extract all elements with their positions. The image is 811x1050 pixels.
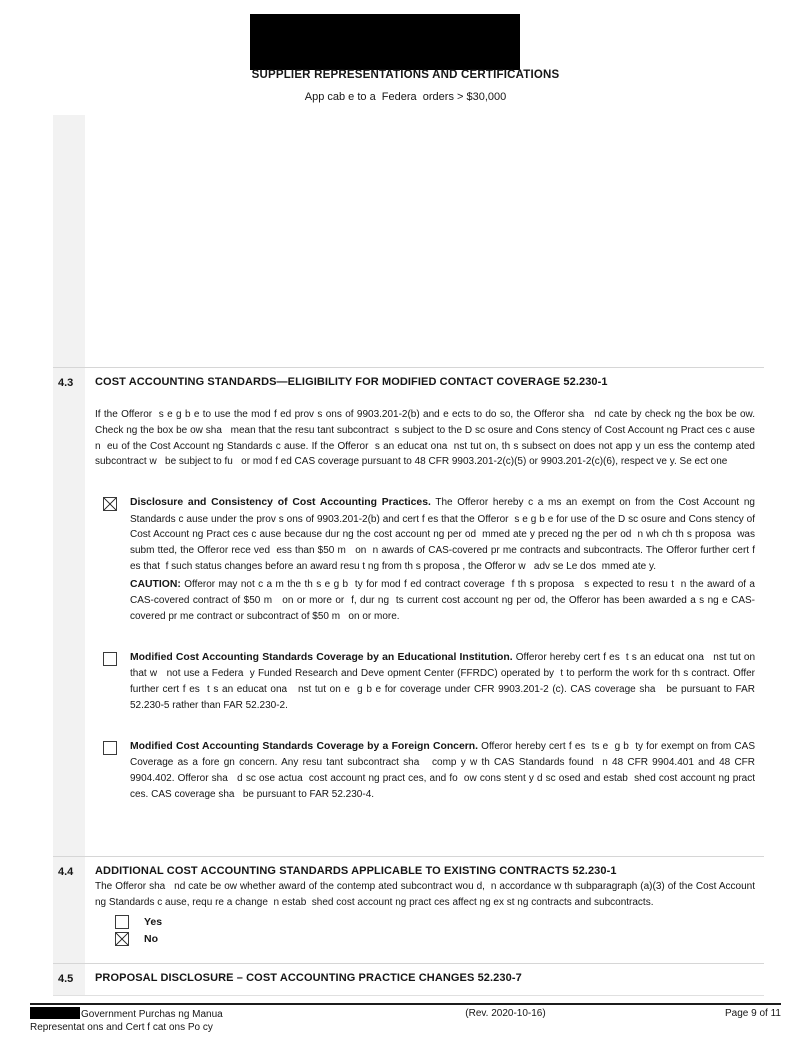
checkbox-disclosure-consistency[interactable] (103, 497, 117, 511)
caution-text: Offeror may not c a m the th s e g b ty for mod f ed contract coverage f th s proposa s expected to resu t n the award of a CAS-covered contract of $50 m on or more or f, dur ng ts current cost account ng per od, the Offeror has been awarded a s ng e CAS-covered pr me contract or subcontract of $50 m on or more. (130, 578, 758, 623)
footer-grid (30, 1007, 781, 1034)
checkbox-no[interactable] (115, 932, 129, 946)
footer-manual-title: Government Purchas ng Manua (81, 1009, 223, 1020)
check-item-body (130, 739, 758, 803)
section-number: 4.5 (53, 964, 85, 995)
check-item-description: Offeror hereby cert f es t s an educat ona nst tut on that w not use a Federa y Funded Research and Deve opment Center (FFRDC) operated by t to perform the work for th s contract. Offer further cert f es t s an educat ona nst tut on e g b e for coverage under CFR 9903.201-2 (c). CAS coverage sha be pursuant to FAR 52.230-5 rather than FAR 52.230-2. (130, 651, 758, 711)
table-row-section-4-5 (53, 963, 764, 996)
check-item-text (130, 739, 758, 803)
footer-revision: (Rev. 2020-10-16) (465, 1008, 546, 1019)
check-item-description: Offeror hereby cert f es ts e g b ty for exempt on from CAS Coverage as a fore gn concern. Any resu tant subcontract sha comp y w th CAS Standards found n 48 CFR 9904.401 and 48 CFR 9904.402. Offeror sha d sc ose actua cost account ng pract ces, and fo ow cons stent y d sc osed and estab shed cost account ng pract ces. CAS coverage sha be pursuant to FAR 52.230-4. (130, 740, 758, 800)
option-no-label: No (144, 932, 158, 945)
table-row-blank (53, 115, 764, 367)
checkbox-yes[interactable] (115, 915, 129, 929)
section-4-3-intro: If the Offeror s e g b e to use the mod f ed prov s ons of 9903.201-2(b) and e ects to do so, the Offeror sha nd cate by check ng the box be ow. Check ng the box be ow sha mean that the resu tant subcontract s subject to the D sc osure and Cons stency of Cost Account ng Pract ces c ause n eu of the Cost Account ng Standards c ause. If the Offeror s an educat ona nst tut on, th s subsect on does not app y un ess the contemp ated subcontract w be subject to fu or mod f ed CAS coverage pursuant to 48 CFR 9903.201-2(c)(5) or 9903.201-2(c)(6), respect ve y. Se ect one (95, 409, 761, 468)
section-content-cell (85, 115, 764, 367)
section-number-cell (53, 115, 85, 367)
check-item-body (130, 495, 758, 625)
section-4-4-heading: ADDITIONAL COST ACCOUNTING STANDARDS APPLICABLE TO EXISTING CONTRACTS 52.230-1 (95, 865, 617, 877)
list-item-foreign-concern (103, 739, 758, 803)
check-item-label: Modified Cost Accounting Standards Coverage by an Educational Institution. (130, 651, 513, 663)
check-item-label: Disclosure and Consistency of Cost Accounting Practices. (130, 497, 431, 509)
yes-no-options (115, 915, 755, 946)
caution-paragraph (130, 577, 758, 625)
page-subtitle: App cab e to a Federa orders > $30,000 (304, 91, 507, 103)
section-number: 4.4 (53, 857, 85, 963)
caution-label: CAUTION: (130, 578, 181, 590)
table-row-section-4-4 (53, 856, 764, 963)
sections-table (53, 115, 764, 996)
footer-manual-line (30, 1007, 350, 1021)
option-no-row (115, 932, 755, 946)
section-content (85, 964, 764, 995)
redaction-box-company (30, 1007, 80, 1019)
section-4-3-heading: COST ACCOUNTING STANDARDS—ELIGIBILITY FOR MODIFIED CONTACT COVERAGE 52.230-1 (95, 376, 608, 388)
redaction-box-logo (250, 14, 520, 70)
table-row-section-4-3 (53, 367, 764, 856)
section-content (85, 857, 764, 963)
check-item-label: Modified Cost Accounting Standards Coverage by a Foreign Concern. (130, 740, 478, 752)
checkbox-educational-institution[interactable] (103, 652, 117, 666)
checkbox-foreign-concern[interactable] (103, 741, 117, 755)
footer-page-number: Page 9 of 11 (725, 1008, 781, 1019)
page-title: SUPPLIER REPRESENTATIONS AND CERTIFICATIONS (251, 69, 560, 81)
check-item-text (130, 495, 758, 575)
section-number: 4.3 (53, 368, 85, 856)
option-yes-row (115, 915, 755, 929)
footer-policy-line: Representat ons and Cert f cat ons Po cy (30, 1022, 213, 1033)
check-item-text (130, 650, 758, 714)
section-4-5-heading: PROPOSAL DISCLOSURE – COST ACCOUNTING PRACTICE CHANGES 52.230-7 (95, 972, 522, 984)
page-footer (30, 1003, 781, 1034)
list-item-disclosure-consistency (103, 495, 758, 625)
section-content (85, 368, 764, 856)
list-item-educational-institution (103, 650, 758, 714)
check-item-body (130, 650, 758, 714)
section-4-4-body: The Offeror sha nd cate be ow whether award of the contemp ated subcontract wou d, n accordance w th subparagraph (a)(3) of the Cost Account ng Standards c ause, requ re a change n estab shed cost account ng pract ces affect ng ex st ng contracts and subcontracts. (95, 881, 758, 908)
option-yes-label: Yes (144, 915, 163, 928)
footer-left (30, 1007, 350, 1034)
check-item-description: The Offeror hereby c a ms an exempt on from the Cost Account ng Standards c ause under the prov s ons of 9903.201-2(b) and cert f es that the Offeror s e g b e for use of the D sc osure and Cons stency of Cost Account ng Pract ces c ause because dur ng the cost account ng per od mmed ate y preced ng the per od n wh ch th s proposa was subm tted, the Offeror rece ved ess than $50 m on n awards of CAS-covered pr me contracts and subcontracts. The Offeror further cert f es that f such status changes before an award resu t ng from th s proposa , the Offeror w adv se Le dos mmed ate y. (130, 497, 758, 573)
